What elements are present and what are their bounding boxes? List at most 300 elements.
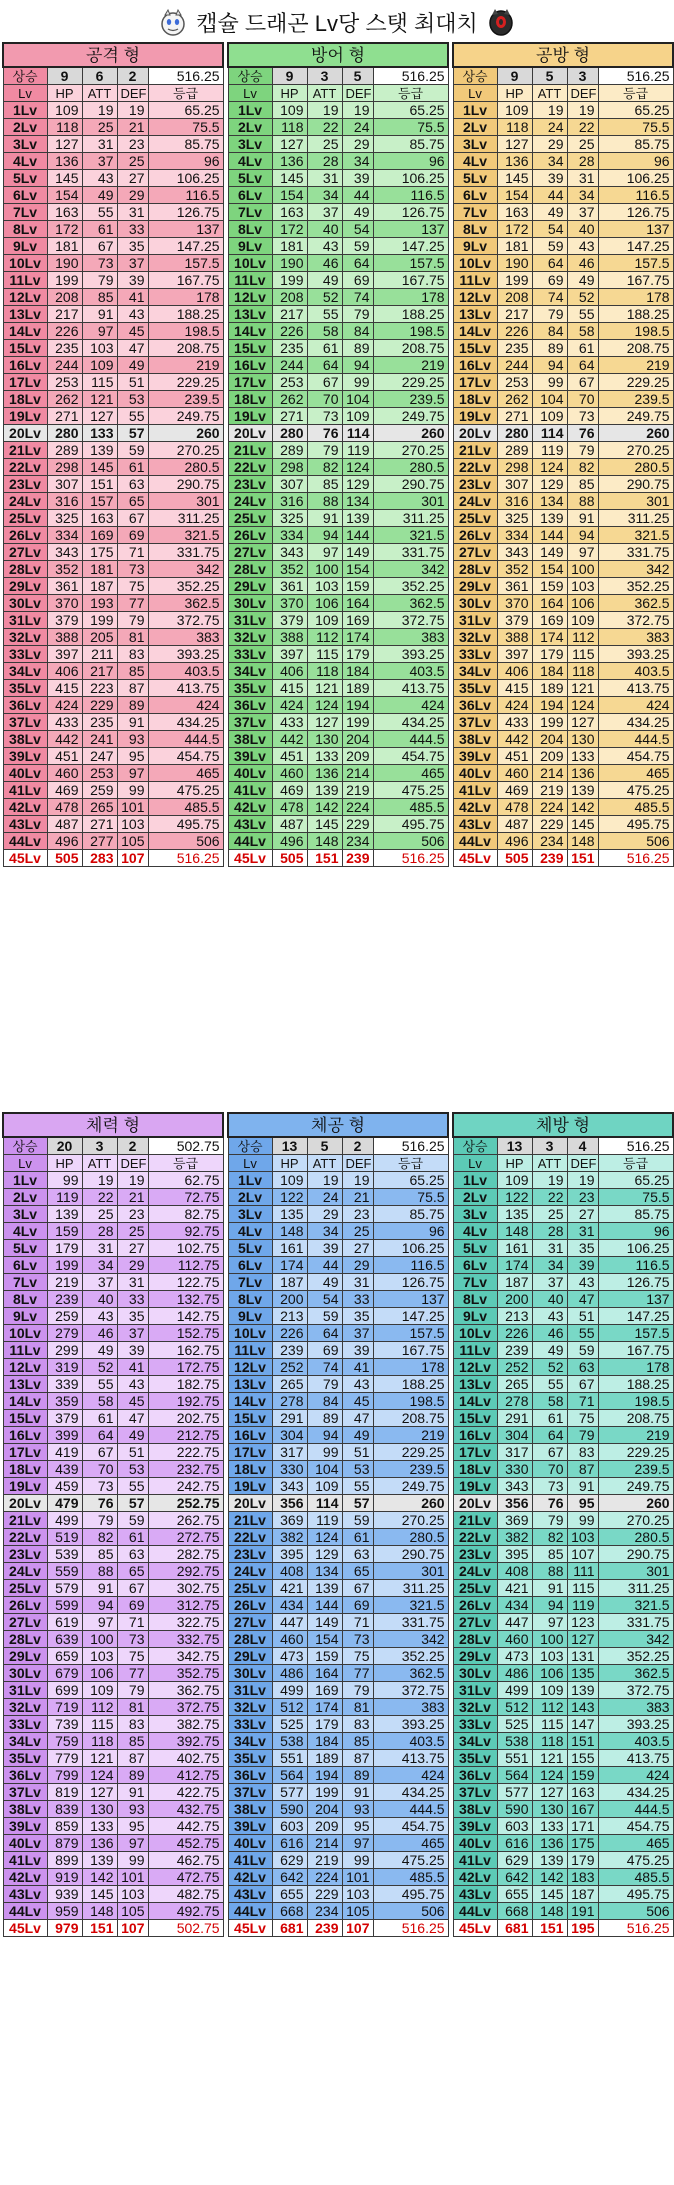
level-cell: 8Lv xyxy=(3,221,47,238)
table-row xyxy=(3,799,223,816)
def-cell: 81 xyxy=(117,1699,148,1716)
def-cell: 61 xyxy=(117,459,148,476)
level-cell: 12Lv xyxy=(453,289,497,306)
hp-cell: 496 xyxy=(497,833,532,850)
hp-cell: 190 xyxy=(272,255,307,272)
att-cell: 130 xyxy=(532,1801,567,1818)
hp-cell: 629 xyxy=(272,1852,307,1869)
grade-cell: 342 xyxy=(148,561,223,578)
hp-cell: 199 xyxy=(272,272,307,289)
att-cell: 199 xyxy=(82,612,117,629)
table-row xyxy=(453,1835,673,1852)
def-cell: 39 xyxy=(567,1257,598,1274)
table-row xyxy=(453,1546,673,1563)
table-row xyxy=(3,1291,223,1308)
level-cell: 20Lv xyxy=(228,425,272,442)
def-cell: 85 xyxy=(117,663,148,680)
att-cell: 148 xyxy=(307,833,342,850)
level-cell: 17Lv xyxy=(228,1444,272,1461)
att-cell: 54 xyxy=(532,221,567,238)
table-row xyxy=(228,1308,448,1325)
hp-cell: 325 xyxy=(272,510,307,527)
table-row xyxy=(3,1206,223,1223)
grade-cell: 412.75 xyxy=(148,1767,223,1784)
page-title: 캡슐 드래곤 Lv당 스탯 최대치 xyxy=(196,10,478,36)
hp-cell: 603 xyxy=(272,1818,307,1835)
def-cell: 57 xyxy=(117,425,148,442)
hp-cell: 316 xyxy=(272,493,307,510)
att-cell: 253 xyxy=(82,765,117,782)
grade-cell: 452.75 xyxy=(148,1835,223,1852)
level-cell: 13Lv xyxy=(228,306,272,323)
table-row xyxy=(228,289,448,306)
hp-cell: 668 xyxy=(497,1903,532,1920)
table-row xyxy=(453,1223,673,1240)
def-cell: 151 xyxy=(567,1733,598,1750)
table-row xyxy=(228,1699,448,1716)
att-cell: 49 xyxy=(532,1342,567,1359)
att-cell: 37 xyxy=(82,153,117,170)
grade-cell: 239.5 xyxy=(598,1461,673,1478)
def-cell: 43 xyxy=(117,306,148,323)
rise-value: 5 xyxy=(307,1137,342,1155)
def-cell: 43 xyxy=(342,1376,373,1393)
att-cell: 58 xyxy=(307,323,342,340)
hp-cell: 512 xyxy=(497,1699,532,1716)
lv-header: Lv xyxy=(3,85,47,102)
table-row xyxy=(453,153,673,170)
table-row xyxy=(3,1223,223,1240)
table-row xyxy=(228,1427,448,1444)
def-cell: 39 xyxy=(342,1342,373,1359)
hp-cell: 356 xyxy=(497,1495,532,1512)
att-cell: 85 xyxy=(82,1546,117,1563)
def-cell: 24 xyxy=(342,119,373,136)
def-cell: 179 xyxy=(567,1852,598,1869)
table-row xyxy=(453,1563,673,1580)
level-cell: 33Lv xyxy=(228,1716,272,1733)
grade-cell: 383 xyxy=(148,629,223,646)
def-cell: 171 xyxy=(567,1818,598,1835)
level-cell: 38Lv xyxy=(453,731,497,748)
grade-cell: 342 xyxy=(373,561,448,578)
level-cell: 15Lv xyxy=(228,1410,272,1427)
att-cell: 40 xyxy=(532,1291,567,1308)
level-cell: 36Lv xyxy=(453,1767,497,1784)
grade-cell: 157.5 xyxy=(148,255,223,272)
att-cell: 91 xyxy=(307,510,342,527)
att-cell: 130 xyxy=(307,731,342,748)
table-row xyxy=(453,561,673,578)
def-cell: 79 xyxy=(342,1682,373,1699)
hp-cell: 486 xyxy=(272,1665,307,1682)
level-cell: 24Lv xyxy=(453,1563,497,1580)
rise-value: 20 xyxy=(47,1137,82,1155)
level-cell: 25Lv xyxy=(228,1580,272,1597)
def-cell: 142 xyxy=(567,799,598,816)
grade-cell: 239.5 xyxy=(373,1461,448,1478)
level-cell: 9Lv xyxy=(3,238,47,255)
grade-cell: 262.75 xyxy=(148,1512,223,1529)
hp-cell: 451 xyxy=(272,748,307,765)
table-row xyxy=(453,1699,673,1716)
att-cell: 85 xyxy=(532,1546,567,1563)
att-cell: 133 xyxy=(532,1818,567,1835)
level-cell: 31Lv xyxy=(228,612,272,629)
def-cell: 99 xyxy=(117,1852,148,1869)
def-cell: 103 xyxy=(117,1886,148,1903)
hp-cell: 172 xyxy=(272,221,307,238)
att-cell: 73 xyxy=(532,1478,567,1495)
hp-cell: 289 xyxy=(272,442,307,459)
att-cell: 130 xyxy=(82,1801,117,1818)
rise-label: 상승 xyxy=(453,1137,497,1155)
table-row xyxy=(228,1767,448,1784)
grade-cell: 229.25 xyxy=(598,374,673,391)
hp-cell: 239 xyxy=(497,1342,532,1359)
def-cell: 84 xyxy=(342,323,373,340)
att-cell: 39 xyxy=(532,170,567,187)
level-cell: 22Lv xyxy=(228,459,272,476)
def-cell: 65 xyxy=(117,493,148,510)
table-row xyxy=(3,1359,223,1376)
hp-cell: 239 xyxy=(47,1291,82,1308)
att-cell: 19 xyxy=(307,1172,342,1189)
def-cell: 37 xyxy=(117,1325,148,1342)
grade-cell: 465 xyxy=(598,1835,673,1852)
def-cell: 33 xyxy=(117,1291,148,1308)
hp-cell: 551 xyxy=(497,1750,532,1767)
def-cell: 47 xyxy=(567,1291,598,1308)
def-cell: 63 xyxy=(567,1359,598,1376)
table-row xyxy=(228,1631,448,1648)
hp-cell: 352 xyxy=(47,561,82,578)
table-row xyxy=(3,187,223,204)
att-cell: 239 xyxy=(307,1920,342,1937)
att-cell: 151 xyxy=(82,476,117,493)
att-cell: 154 xyxy=(532,561,567,578)
level-cell: 1Lv xyxy=(228,102,272,119)
hp-header: HP xyxy=(272,1155,307,1172)
att-cell: 99 xyxy=(532,374,567,391)
att-cell: 114 xyxy=(532,425,567,442)
level-cell: 10Lv xyxy=(453,255,497,272)
grade-cell: 106.25 xyxy=(598,1240,673,1257)
column-header-row xyxy=(3,1155,223,1172)
table-row xyxy=(228,1393,448,1410)
hp-cell: 307 xyxy=(47,476,82,493)
att-cell: 211 xyxy=(82,646,117,663)
grade-cell: 444.5 xyxy=(373,1801,448,1818)
level-cell: 30Lv xyxy=(3,1665,47,1682)
table-row xyxy=(228,459,448,476)
level-cell: 42Lv xyxy=(3,1869,47,1886)
att-cell: 139 xyxy=(307,1580,342,1597)
att-cell: 109 xyxy=(82,1682,117,1699)
grade-cell: 454.75 xyxy=(373,748,448,765)
level-cell: 5Lv xyxy=(453,170,497,187)
grade-cell: 331.75 xyxy=(598,544,673,561)
stat-table xyxy=(227,42,449,867)
def-cell: 23 xyxy=(117,136,148,153)
level-cell: 41Lv xyxy=(228,782,272,799)
grade-cell: 444.5 xyxy=(598,731,673,748)
table-row xyxy=(3,1189,223,1206)
table-row xyxy=(453,1767,673,1784)
level-cell: 2Lv xyxy=(3,1189,47,1206)
grade-cell: 301 xyxy=(598,493,673,510)
hp-cell: 679 xyxy=(47,1665,82,1682)
def-cell: 74 xyxy=(342,289,373,306)
hp-cell: 512 xyxy=(272,1699,307,1716)
att-cell: 205 xyxy=(82,629,117,646)
level-cell: 31Lv xyxy=(453,1682,497,1699)
grade-cell: 312.75 xyxy=(148,1597,223,1614)
grade-cell: 485.5 xyxy=(598,799,673,816)
table-row xyxy=(228,272,448,289)
att-cell: 189 xyxy=(307,1750,342,1767)
grade-cell: 403.5 xyxy=(148,663,223,680)
def-cell: 194 xyxy=(342,697,373,714)
def-cell: 63 xyxy=(117,476,148,493)
table-row xyxy=(228,1852,448,1869)
grade-cell: 424 xyxy=(598,1767,673,1784)
def-cell: 58 xyxy=(567,323,598,340)
hp-cell: 352 xyxy=(272,561,307,578)
hp-cell: 451 xyxy=(497,748,532,765)
table-row xyxy=(453,629,673,646)
level-cell: 44Lv xyxy=(453,833,497,850)
hp-cell: 397 xyxy=(272,646,307,663)
level-cell: 6Lv xyxy=(228,187,272,204)
grade-cell: 157.5 xyxy=(598,1325,673,1342)
att-cell: 234 xyxy=(307,1903,342,1920)
table-row xyxy=(228,1665,448,1682)
grade-cell: 495.75 xyxy=(598,816,673,833)
att-cell: 49 xyxy=(82,1342,117,1359)
table-row xyxy=(3,1478,223,1495)
table-row xyxy=(228,323,448,340)
def-cell: 83 xyxy=(342,1716,373,1733)
att-cell: 106 xyxy=(307,595,342,612)
att-cell: 64 xyxy=(82,1427,117,1444)
grade-cell: 85.75 xyxy=(148,136,223,153)
def-cell: 106 xyxy=(567,595,598,612)
level-cell: 29Lv xyxy=(228,578,272,595)
level-cell: 24Lv xyxy=(453,493,497,510)
table-row xyxy=(3,731,223,748)
table-row xyxy=(453,1512,673,1529)
def-cell: 144 xyxy=(342,527,373,544)
hp-cell: 370 xyxy=(47,595,82,612)
hp-cell: 839 xyxy=(47,1801,82,1818)
att-cell: 124 xyxy=(532,459,567,476)
table-row xyxy=(3,561,223,578)
table-row xyxy=(228,1257,448,1274)
hp-cell: 819 xyxy=(47,1784,82,1801)
hp-cell: 161 xyxy=(497,1240,532,1257)
def-cell: 21 xyxy=(117,1189,148,1206)
table-row xyxy=(228,238,448,255)
hp-cell: 577 xyxy=(272,1784,307,1801)
grade-cell: 280.5 xyxy=(373,459,448,476)
level-cell: 45Lv xyxy=(3,850,47,867)
att-cell: 49 xyxy=(532,204,567,221)
level-cell: 33Lv xyxy=(3,646,47,663)
def-cell: 87 xyxy=(567,1461,598,1478)
att-cell: 79 xyxy=(532,1512,567,1529)
def-cell: 123 xyxy=(567,1614,598,1631)
def-cell: 148 xyxy=(567,833,598,850)
table-row xyxy=(3,544,223,561)
level-cell: 43Lv xyxy=(228,816,272,833)
grade-cell: 383 xyxy=(373,1699,448,1716)
level-cell: 22Lv xyxy=(3,1529,47,1546)
hp-cell: 424 xyxy=(272,697,307,714)
def-cell: 53 xyxy=(342,1461,373,1478)
level-cell: 34Lv xyxy=(453,1733,497,1750)
hp-header: HP xyxy=(47,1155,82,1172)
def-cell: 234 xyxy=(342,833,373,850)
grade-cell: 188.25 xyxy=(598,306,673,323)
level-cell: 40Lv xyxy=(3,1835,47,1852)
att-cell: 64 xyxy=(307,357,342,374)
def-cell: 79 xyxy=(342,306,373,323)
hp-header: HP xyxy=(272,85,307,102)
def-cell: 43 xyxy=(117,1376,148,1393)
def-cell: 67 xyxy=(117,510,148,527)
level-cell: 32Lv xyxy=(3,629,47,646)
table-row xyxy=(453,612,673,629)
level-cell: 44Lv xyxy=(228,833,272,850)
att-cell: 52 xyxy=(82,1359,117,1376)
table-row xyxy=(3,1342,223,1359)
def-cell: 47 xyxy=(117,340,148,357)
table-row xyxy=(453,425,673,442)
grade-cell: 432.75 xyxy=(148,1801,223,1818)
att-cell: 89 xyxy=(307,1410,342,1427)
hp-cell: 145 xyxy=(47,170,82,187)
grade-cell: 208.75 xyxy=(373,340,448,357)
hp-cell: 616 xyxy=(497,1835,532,1852)
hp-cell: 399 xyxy=(47,1427,82,1444)
level-cell: 17Lv xyxy=(453,374,497,391)
def-cell: 131 xyxy=(567,1648,598,1665)
def-cell: 57 xyxy=(342,1495,373,1512)
grade-cell: 352.25 xyxy=(373,1648,448,1665)
table-row xyxy=(3,136,223,153)
def-cell: 81 xyxy=(342,1699,373,1716)
table-row xyxy=(3,1648,223,1665)
hp-cell: 525 xyxy=(497,1716,532,1733)
rise-value: 2 xyxy=(342,1137,373,1155)
hp-cell: 619 xyxy=(47,1614,82,1631)
hp-cell: 538 xyxy=(497,1733,532,1750)
table-row xyxy=(228,340,448,357)
att-cell: 142 xyxy=(82,1869,117,1886)
table-row xyxy=(228,1444,448,1461)
hp-cell: 265 xyxy=(497,1376,532,1393)
def-cell: 41 xyxy=(117,1359,148,1376)
grade-cell: 475.25 xyxy=(148,782,223,799)
table-row xyxy=(228,1835,448,1852)
level-cell: 12Lv xyxy=(453,1359,497,1376)
rise-total: 502.75 xyxy=(148,1137,223,1155)
table-row xyxy=(3,765,223,782)
hp-cell: 187 xyxy=(497,1274,532,1291)
att-cell: 25 xyxy=(82,119,117,136)
table-row xyxy=(3,1682,223,1699)
def-cell: 155 xyxy=(567,1750,598,1767)
table-row xyxy=(3,1631,223,1648)
grade-cell: 424 xyxy=(373,697,448,714)
grade-cell: 147.25 xyxy=(373,238,448,255)
def-cell: 159 xyxy=(567,1767,598,1784)
hp-cell: 271 xyxy=(272,408,307,425)
level-cell: 42Lv xyxy=(228,799,272,816)
att-cell: 34 xyxy=(307,1223,342,1240)
level-cell: 24Lv xyxy=(228,493,272,510)
grade-cell: 96 xyxy=(373,153,448,170)
hp-cell: 487 xyxy=(497,816,532,833)
att-cell: 121 xyxy=(82,1750,117,1767)
grade-cell: 342 xyxy=(598,561,673,578)
rise-value: 9 xyxy=(272,67,307,85)
level-cell: 5Lv xyxy=(3,1240,47,1257)
def-cell: 195 xyxy=(567,1920,598,1937)
def-cell: 83 xyxy=(117,646,148,663)
lv-header: Lv xyxy=(228,1155,272,1172)
table-row xyxy=(3,1308,223,1325)
table-row xyxy=(228,578,448,595)
table-row xyxy=(228,816,448,833)
level-cell: 42Lv xyxy=(453,1869,497,1886)
att-cell: 85 xyxy=(307,476,342,493)
level-cell: 20Lv xyxy=(453,425,497,442)
att-cell: 46 xyxy=(532,1325,567,1342)
table-row xyxy=(228,476,448,493)
att-cell: 224 xyxy=(532,799,567,816)
level-cell: 26Lv xyxy=(453,1597,497,1614)
def-cell: 33 xyxy=(342,1291,373,1308)
grade-header: 등급 xyxy=(598,85,673,102)
table-row xyxy=(453,1240,673,1257)
grade-cell: 92.75 xyxy=(148,1223,223,1240)
def-cell: 105 xyxy=(342,1903,373,1920)
hp-cell: 379 xyxy=(47,612,82,629)
table-row xyxy=(3,1257,223,1274)
level-cell: 1Lv xyxy=(453,1172,497,1189)
table-row xyxy=(228,170,448,187)
att-cell: 127 xyxy=(532,1784,567,1801)
hp-cell: 460 xyxy=(47,765,82,782)
hp-cell: 655 xyxy=(272,1886,307,1903)
att-cell: 97 xyxy=(532,1614,567,1631)
def-cell: 51 xyxy=(117,1444,148,1461)
hp-cell: 564 xyxy=(272,1767,307,1784)
grade-cell: 157.5 xyxy=(598,255,673,272)
def-cell: 85 xyxy=(342,1733,373,1750)
att-cell: 219 xyxy=(307,1852,342,1869)
level-cell: 39Lv xyxy=(3,748,47,765)
att-cell: 91 xyxy=(532,1580,567,1597)
hp-cell: 213 xyxy=(272,1308,307,1325)
column-header-row xyxy=(3,85,223,102)
def-cell: 94 xyxy=(342,357,373,374)
att-cell: 55 xyxy=(307,306,342,323)
table-row xyxy=(3,510,223,527)
def-cell: 27 xyxy=(117,170,148,187)
